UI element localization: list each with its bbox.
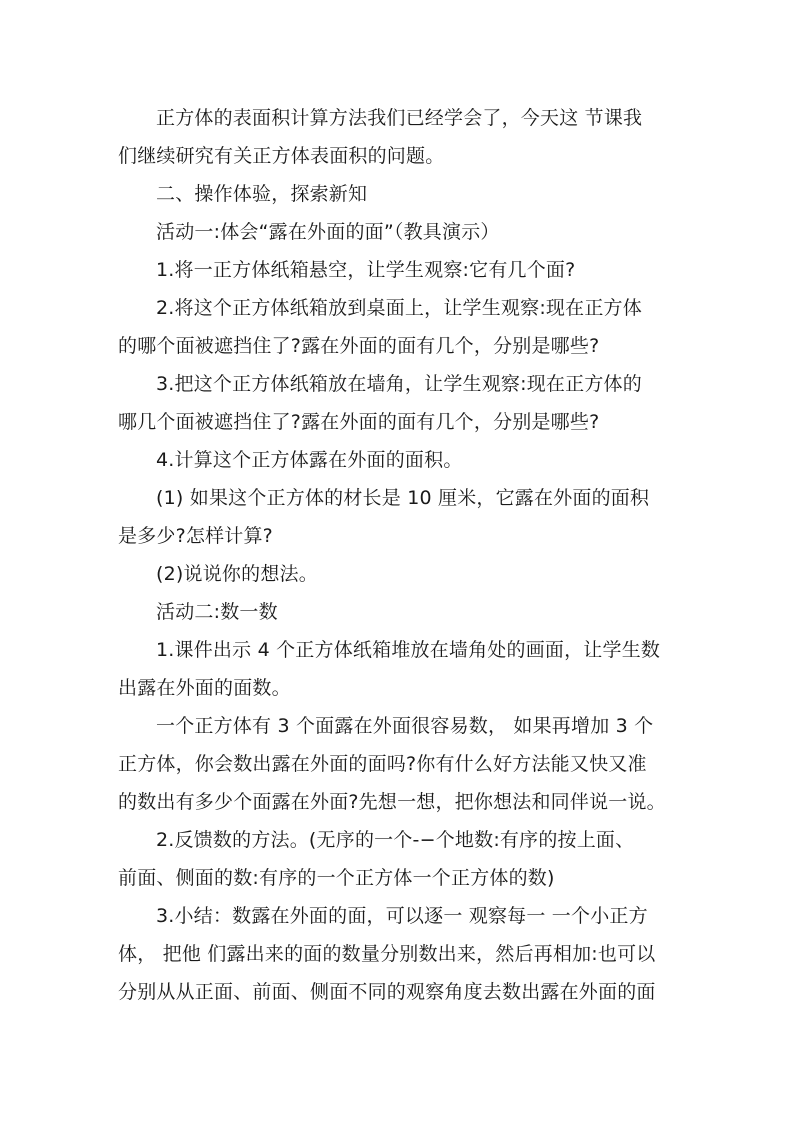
text-line-22: 3.小结：数露在外面的面，可以逐一 观察每一 一个小正方 bbox=[156, 905, 648, 927]
text-line-23: 体， 把他 们露出来的面的数量分别数出来，然后再相加:也可以 bbox=[118, 943, 656, 965]
text-line-9: 哪几个面被遮挡住了?露在外面的面有几个，分别是哪些? bbox=[118, 411, 600, 433]
text-line-16: 出露在外面的面数。 bbox=[118, 677, 291, 699]
text-line-8: 3.把这个正方体纸箱放在墙角，让学生观察:现在正方体的 bbox=[156, 373, 642, 395]
text-line-11: (1) 如果这个正方体的材长是 10 厘米，它露在外面的面积 bbox=[156, 487, 650, 509]
section-heading: 二、操作体验，探索新知 bbox=[156, 183, 368, 205]
text-line-13: (2)说说你的想法。 bbox=[156, 563, 318, 585]
text-line-24: 分别从从正面、前面、侧面不同的观察角度去数出露在外面的面 bbox=[118, 981, 656, 1003]
text-line-1: 正方体的表面积计算方法我们已经学会了，今天这 节课我 bbox=[156, 107, 643, 129]
text-line-5: 1.将一正方体纸箱悬空，让学生观察:它有几个面? bbox=[156, 259, 576, 281]
text-line-21: 前面、侧面的数:有序的一个正方体一个正方体的数) bbox=[118, 867, 555, 889]
text-line-17: 一个正方体有 3 个面露在外面很容易数， 如果再增加 3 个 bbox=[156, 715, 654, 737]
text-line-20: 2.反馈数的方法。(无序的一个-−个地数:有序的按上面、 bbox=[156, 829, 635, 851]
text-line-18: 正方体，你会数出露在外面的面吗?你有什么好方法能又快又准 bbox=[118, 753, 647, 775]
text-line-2: 们继续研究有关正方体表面积的问题。 bbox=[118, 145, 445, 167]
activity-one-heading: 活动一:体会“露在外面的面”（教具演示） bbox=[156, 221, 500, 243]
text-line-10: 4.计算这个正方体露在外面的面积。 bbox=[156, 449, 463, 471]
text-line-7: 的哪个面被遮挡住了?露在外面的面有几个，分别是哪些? bbox=[118, 335, 600, 357]
document-body bbox=[118, 99, 680, 1011]
text-line-6: 2.将这个正方体纸箱放到桌面上，让学生观察:现在正方体 bbox=[156, 297, 642, 319]
activity-two-heading: 活动二:数一数 bbox=[156, 601, 278, 623]
text-line-12: 是多少?怎样计算? bbox=[118, 525, 273, 547]
text-line-15: 1.课件出示 4 个正方体纸箱堆放在墙角处的画面，让学生数 bbox=[156, 639, 661, 661]
text-line-19: 的数出有多少个面露在外面?先想一想，把你想法和同伴说一说。 bbox=[118, 791, 666, 813]
